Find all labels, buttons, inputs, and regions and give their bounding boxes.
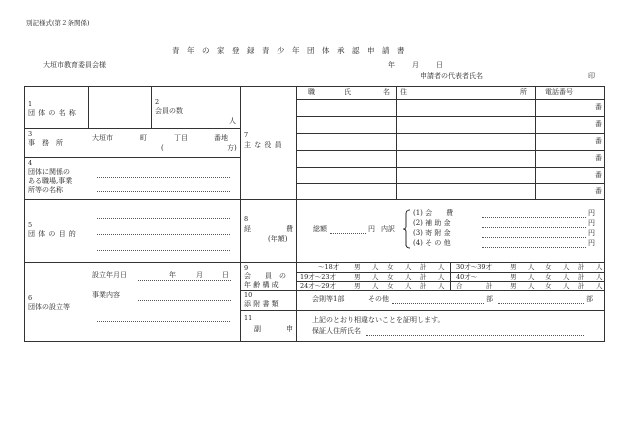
office-label: 事 務 所 <box>28 139 63 147</box>
phone-ban-2: 番 <box>595 120 602 128</box>
workplace-label-2: ある職場,事業 <box>28 177 73 185</box>
age-r3-c3: 女 <box>387 282 394 290</box>
mem-label-1: 会 員 の <box>244 272 286 280</box>
org-name-label: 団体の名称 <box>28 109 79 117</box>
att-num: 10 <box>244 291 253 299</box>
addressee: 大垣市教育委員会様 <box>43 61 106 69</box>
att-line-1[interactable] <box>392 303 484 304</box>
col-phone: 電話番号 <box>545 88 573 96</box>
exp-breakdown-label: 内訳 <box>381 225 395 233</box>
age-r1-c2: 人 <box>372 263 379 271</box>
col-name-2: 名 <box>383 88 390 96</box>
age-r2-c1: 男 <box>354 273 361 281</box>
purpose-label: 団体の目的 <box>28 230 79 238</box>
exp-item-yen-2: 円 <box>588 219 595 227</box>
founded-year[interactable]: 年 <box>169 271 176 279</box>
business-label: 事業内容 <box>92 291 120 299</box>
seal-mark: 印 <box>588 72 595 80</box>
age-r3-c6: 人 <box>438 282 445 290</box>
exp-item-line-4[interactable] <box>482 247 586 248</box>
founded-label: 設立年月日 <box>92 271 127 279</box>
age-r2-c7: 40才〜 <box>456 273 478 281</box>
member-count-unit[interactable]: 人 <box>229 117 236 125</box>
age-r3-c2: 人 <box>372 282 379 290</box>
founded-month[interactable]: 月 <box>196 271 203 279</box>
exp-total-line[interactable] <box>330 233 366 234</box>
member-count-label: 会員の数 <box>155 107 183 115</box>
purpose-line-3[interactable] <box>97 250 230 251</box>
office-city: 大垣市 <box>92 134 113 142</box>
age-r3-c13: 計 <box>578 282 585 290</box>
cert-guarantor-line[interactable] <box>366 335 584 336</box>
age-r1-c4: 人 <box>405 263 412 271</box>
att-bu-2: 部 <box>586 295 593 303</box>
col-name-1: 氏 <box>344 88 351 96</box>
exp-item-4: (4) そ の 他 <box>413 239 451 247</box>
age-r2-c12: 計 <box>578 273 585 281</box>
office-banchi[interactable]: 番地 <box>214 134 228 142</box>
age-r2-c6: 人 <box>438 273 445 281</box>
cert-label-1: 副 <box>254 325 261 333</box>
r2-num: 3 <box>28 130 33 138</box>
age-r2-c8: 男 <box>510 273 517 281</box>
workplace-line-1[interactable] <box>97 177 230 178</box>
age-r3-c7: 合 <box>456 282 463 290</box>
age-r2-c9: 人 <box>528 273 535 281</box>
page-title: 青 年 の 家 登 録 青 少 年 団 体 承 認 申 請 書 <box>172 46 405 55</box>
exp-item-2: (2) 補 助 金 <box>413 219 451 227</box>
office-town[interactable]: 町 <box>140 134 147 142</box>
att-text-1: 会則等1部 <box>312 295 345 303</box>
exp-item-yen-4: 円 <box>588 239 595 247</box>
office-paren-close[interactable]: 方) <box>227 144 237 152</box>
org-name-field[interactable] <box>90 88 150 126</box>
date-year[interactable]: 年 <box>388 61 395 69</box>
age-r1-c9: 人 <box>528 263 535 271</box>
exp-label-2: 費 <box>286 225 293 233</box>
business-line-2[interactable] <box>97 321 230 322</box>
age-r1-c0: 〜18才 <box>318 263 340 271</box>
r5-num: 6 <box>28 294 33 302</box>
exp-total-label: 総額 <box>313 225 327 233</box>
age-r2-c2: 人 <box>372 273 379 281</box>
cert-num: 11 <box>244 314 253 322</box>
age-r2-c13: 人 <box>596 273 603 281</box>
age-r3-c5: 計 <box>420 282 427 290</box>
officers-label: 主な役員 <box>244 141 285 149</box>
age-r3-c8: 計 <box>486 282 493 290</box>
mem-num: 9 <box>244 264 249 272</box>
exp-item-3: (3) 寄 附 金 <box>413 229 451 237</box>
col-title: 職 <box>308 88 315 96</box>
age-r2-c10: 女 <box>545 273 552 281</box>
age-r2-c11: 人 <box>563 273 570 281</box>
mem-label-2: 年 齢 構 成 <box>244 281 279 289</box>
officers-num: 7 <box>244 131 249 139</box>
exp-label-1: 経 <box>244 225 251 233</box>
age-r3-c12: 人 <box>563 282 570 290</box>
age-r2-c5: 計 <box>420 273 427 281</box>
r1b-num: 2 <box>155 98 160 106</box>
age-r1-c10: 女 <box>545 263 552 271</box>
exp-item-line-1[interactable] <box>482 217 586 218</box>
age-r2-c0: 19才〜23才 <box>300 273 337 281</box>
purpose-line-2[interactable] <box>97 234 230 235</box>
age-r3-c4: 人 <box>405 282 412 290</box>
age-r3-c9: 男 <box>510 282 517 290</box>
business-line-1[interactable] <box>138 300 231 301</box>
purpose-line-1[interactable] <box>97 218 230 219</box>
age-r1-c8: 男 <box>510 263 517 271</box>
age-r1-c13: 人 <box>596 263 603 271</box>
phone-ban-4: 番 <box>595 154 602 162</box>
age-r3-c14: 人 <box>596 282 603 290</box>
founded-day[interactable]: 日 <box>222 271 229 279</box>
form-id: 別記様式(第２条関係) <box>26 19 90 27</box>
age-r1-c6: 人 <box>438 263 445 271</box>
age-r1-c5: 計 <box>420 263 427 271</box>
age-r1-c11: 人 <box>563 263 570 271</box>
r4-num: 5 <box>28 221 33 229</box>
phone-ban-5: 番 <box>595 171 602 179</box>
office-paren-open: ( <box>161 144 164 152</box>
col-addr-1: 住 <box>400 88 407 96</box>
cert-text: 上記のとおり相違ないことを証明します。 <box>312 316 445 324</box>
age-r2-c3: 女 <box>387 273 394 281</box>
att-line-2[interactable] <box>498 303 584 304</box>
exp-num: 8 <box>244 215 249 223</box>
exp-item-line-3[interactable] <box>482 237 586 238</box>
applicant-label: 申請者の代表者氏名 <box>420 72 483 80</box>
establishment-label: 団体の設立等 <box>28 303 70 311</box>
age-r3-c10: 人 <box>528 282 535 290</box>
age-r2-c4: 人 <box>405 273 412 281</box>
exp-annual: (年額) <box>268 235 288 243</box>
workplace-label-1: 団体に関係の <box>28 168 70 176</box>
age-r3-c1: 男 <box>354 282 361 290</box>
att-label: 添 附 書 類 <box>244 300 279 308</box>
cert-label-2: 申 <box>286 325 293 333</box>
age-r1-c3: 女 <box>387 263 394 271</box>
exp-total-yen: 円 <box>368 225 375 233</box>
date-month[interactable]: 月 <box>412 61 419 69</box>
age-r1-c1: 男 <box>354 263 361 271</box>
age-r1-c7: 30才〜39才 <box>456 263 493 271</box>
founded-line <box>138 280 231 281</box>
att-text-2: その他 <box>368 295 389 303</box>
cert-guarantor-label: 保証人住所氏名 <box>312 327 361 335</box>
workplace-label-3: 所等の名称 <box>28 186 63 194</box>
exp-item-1: (1) 会 費 <box>413 209 454 217</box>
age-r1-c12: 計 <box>578 263 585 271</box>
phone-ban-1: 番 <box>595 103 602 111</box>
workplace-line-2[interactable] <box>97 191 230 192</box>
office-chome[interactable]: 丁目 <box>174 134 188 142</box>
age-r3-c11: 女 <box>545 282 552 290</box>
date-day[interactable]: 日 <box>436 61 443 69</box>
age-r3-c0: 24才〜29才 <box>300 282 337 290</box>
r3-num: 4 <box>28 159 33 167</box>
exp-item-line-2[interactable] <box>482 227 586 228</box>
phone-ban-6: 番 <box>595 187 602 195</box>
col-addr-2: 所 <box>520 88 527 96</box>
r1-num: 1 <box>28 100 33 108</box>
exp-item-yen-3: 円 <box>588 229 595 237</box>
att-bu-1: 部 <box>486 295 493 303</box>
phone-ban-3: 番 <box>595 137 602 145</box>
exp-item-yen-1: 円 <box>588 209 595 217</box>
